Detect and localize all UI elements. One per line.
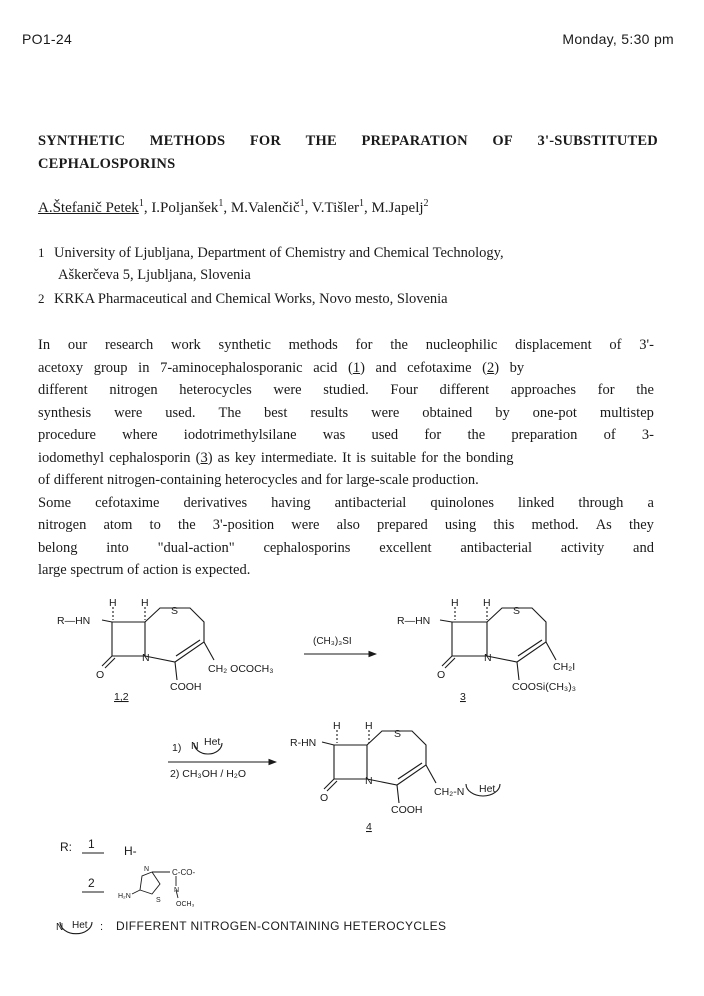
title-word: OF (492, 133, 513, 149)
abstract-word: nitrogen (38, 517, 87, 533)
abstract-word: they (628, 517, 654, 533)
nitrogen-label: N (174, 887, 180, 894)
oxygen-label: O (96, 669, 105, 681)
abstract-word: the (390, 337, 408, 353)
abstract-word: approaches (510, 382, 577, 398)
thiazole-structure (132, 872, 178, 898)
affiliation-2 (38, 288, 448, 310)
title-word: THE (305, 133, 337, 149)
abstract-text: ) as key intermediate. It is suitable for the bonding (207, 449, 514, 466)
affiliation-text: KRKA Pharmaceutical and Chemical Works, Novo mesto, Slovenia (54, 291, 448, 307)
author-name: M.Japelj (371, 200, 424, 216)
sulfur-label: S (156, 897, 161, 904)
heterocycle-icon (194, 743, 222, 754)
abstract-line (38, 447, 654, 470)
ester-label: COOSi(CH₃)₃ (512, 681, 576, 693)
abstract-word: into (106, 539, 129, 556)
nitrogen-label: N (56, 922, 64, 933)
abstract-word: derivatives (183, 494, 248, 511)
author-affiliation: 1 (218, 198, 224, 209)
affiliation-text: University of Ljubljana, Department of Chemistry and Chemical Technology, (54, 245, 504, 261)
abstract-word: best (263, 404, 288, 421)
abstract-word: In (38, 337, 51, 353)
abstract-word: "dual-action" (157, 539, 235, 556)
author-name: I.Poljanšek (151, 200, 219, 216)
abstract-word: Four (390, 382, 418, 398)
abstract-word: the (467, 427, 486, 443)
r-group-legend (60, 837, 195, 908)
affiliation-address: Aškerčeva 5, Ljubljana, Slovenia (58, 267, 251, 283)
substituent-label: CH₂ OCOCH₃ (208, 663, 274, 675)
abstract-word: to (149, 517, 161, 533)
r-label: R: (60, 840, 72, 854)
heterocycle-caption: DIFFERENT NITROGEN-CONTAINING HETEROCYCLES (116, 919, 447, 933)
abstract-word: 3- (641, 427, 654, 443)
abstract-word: were (291, 517, 320, 533)
title-word: SYNTHETIC (38, 133, 126, 149)
carboxyl-label: COOH (170, 681, 202, 693)
abstract-word: nitrogen (109, 382, 158, 398)
compound-ref: 1 (352, 359, 361, 376)
author-affiliation: 1 (138, 198, 144, 209)
abstract-word: antibacterial (460, 539, 532, 556)
hydrogen-label: H (109, 597, 117, 609)
abstract-line (38, 424, 654, 447)
abstract-word: linked (518, 494, 555, 511)
abstract-word: preparation (511, 427, 578, 443)
title-word: PREPARATION (361, 133, 468, 149)
abstract-text: ) by (494, 359, 525, 376)
abstract-word: The (218, 404, 242, 421)
abstract-word: excellent (379, 539, 432, 556)
abstract-word: and (633, 539, 654, 556)
nitrogen-label: N (365, 775, 373, 787)
compound-number: 4 (366, 821, 372, 833)
paper-title (38, 130, 658, 176)
abstract-word: work (170, 337, 201, 353)
abstract-word: synthetic (218, 337, 271, 353)
abstract-word: atom (103, 517, 133, 533)
abstract-word: belong (38, 539, 78, 556)
abstract-word: for (355, 337, 373, 353)
abstract-word: for (597, 382, 615, 398)
sulfur-label: S (171, 605, 179, 617)
abstract-word: prepared (377, 517, 428, 533)
reagent-label: (CH₃)₃SI (313, 636, 352, 647)
nitrogen-label: N (142, 652, 150, 664)
abstract-word: a (647, 494, 654, 511)
abstract-word: 3'- (639, 337, 654, 353)
step-number: 1) (172, 742, 182, 754)
author-affiliation: 2 (423, 198, 429, 209)
abstract-word: results (310, 404, 349, 421)
author-name: M.Valenčič (230, 200, 300, 216)
abstract-word: obtained (422, 404, 473, 421)
compound-number: 3 (460, 691, 466, 703)
author-name: A.Štefanič Petek (38, 200, 139, 216)
abstract-word: multistep (599, 404, 654, 421)
abstract-word: antibacterial (334, 494, 407, 511)
reagent-label: 2) CH₃OH / H₂O (170, 768, 247, 780)
abstract-word: where (122, 427, 158, 443)
abstract-word: our (67, 337, 88, 353)
abstract-word: used (371, 427, 399, 443)
abstract-word: activity (560, 539, 605, 556)
abstract (38, 334, 654, 582)
abstract-word: having (271, 494, 311, 511)
substituent-label: R—HN (57, 615, 91, 627)
svg-text::: : (100, 921, 104, 933)
abstract-word: used. (165, 404, 196, 421)
author-list: A.Štefanič Petek$^1$, I.Poljanšek$^1$, M.Valenčič$^1$, V.Tišler$^1$, M.Japelj$^2$ (38, 198, 429, 216)
abstract-word: As (595, 517, 612, 533)
abstract-word: of (603, 427, 616, 443)
sulfur-label: S (513, 605, 521, 617)
nitrogen-label: N (191, 740, 199, 752)
substituent-label: CH₂I (553, 661, 576, 673)
nitrogen-label: N (484, 652, 492, 664)
r-option-value: H- (124, 844, 137, 858)
abstract-line (38, 334, 654, 357)
affiliation-number: 1 (38, 245, 45, 260)
abstract-line: large spectrum of action is expected. (38, 562, 251, 578)
oxygen-label: O (320, 792, 329, 804)
nitrogen-label: N (144, 866, 150, 873)
title-word: FOR (249, 133, 282, 149)
abstract-word: the (177, 517, 196, 533)
abstract-word: quinolones (430, 494, 494, 511)
abstract-word: displacement (515, 337, 592, 353)
abstract-word: 3'-position (212, 517, 275, 533)
abstract-word: cephalosporins (263, 539, 351, 556)
abstract-word: methods (288, 337, 338, 353)
abstract-word: studied. (323, 382, 369, 398)
abstract-word: different (439, 382, 490, 398)
abstract-word: the (636, 382, 654, 398)
abstract-word: of (609, 337, 622, 353)
affiliation-number: 2 (38, 291, 45, 306)
abstract-word: Some (38, 494, 72, 511)
affiliation-1 (38, 242, 504, 286)
author-affiliation: 1 (358, 198, 364, 209)
het-label: Het (72, 920, 88, 931)
abstract-word: using (444, 517, 477, 533)
structure-3 (397, 597, 576, 703)
title-word: 3'-SUBSTITUTED (537, 133, 658, 149)
abstract-word: by (495, 404, 510, 421)
amino-label: H₂N (118, 893, 131, 900)
author-name: V.Tišler (311, 200, 359, 216)
title-line-2: CEPHALOSPORINS (38, 156, 176, 172)
abstract-word: were (273, 382, 302, 398)
methoxy-label: OCH₃ (176, 901, 195, 908)
structure-1-2 (57, 597, 274, 703)
substituent-label: R-HN (290, 737, 317, 749)
abstract-line (38, 537, 654, 560)
abstract-line (38, 402, 654, 425)
abstract-line (38, 514, 654, 537)
abstract-word: method. (531, 517, 579, 533)
abstract-word: heterocycles (179, 382, 252, 398)
carboxyl-label: COOH (391, 804, 423, 816)
abstract-word: research (104, 337, 154, 353)
compound-number: 1,2 (114, 691, 129, 703)
poster-code: PO1-24 (22, 31, 73, 47)
structure-4 (290, 720, 500, 833)
abstract-word: was (322, 427, 346, 443)
abstract-word: procedure (38, 427, 96, 443)
abstract-word: were (114, 404, 143, 421)
r-option-number: 2 (88, 876, 95, 890)
abstract-word: cefotaxime (95, 494, 160, 511)
abstract-word: were (371, 404, 400, 421)
abstract-word: nucleophilic (425, 337, 498, 353)
heterocycle-icon (466, 784, 500, 796)
abstract-word: synthesis (38, 404, 92, 421)
abstract-line (38, 379, 654, 402)
hydrogen-label: H (483, 597, 491, 609)
abstract-line (38, 492, 654, 515)
abstract-word: through (578, 494, 624, 511)
abstract-line (38, 357, 654, 380)
abstract-line: of different nitrogen-containing heterocycles and for large-scale production. (38, 472, 479, 488)
abstract-word: this (493, 517, 515, 533)
hydrogen-label: H (365, 720, 373, 732)
hydrogen-label: H (333, 720, 341, 732)
abstract-word: iodotrimethylsilane (183, 427, 297, 443)
substituent-label: R—HN (397, 615, 431, 627)
session-time: Monday, 5:30 pm (562, 31, 674, 47)
author-affiliation: 1 (299, 198, 305, 209)
heterocycle-icon (60, 922, 92, 934)
compound-ref: 3 (200, 449, 208, 466)
het-label: Het (204, 736, 221, 748)
acyl-label: C-CO- (172, 868, 196, 877)
abstract-word: for (424, 427, 442, 443)
abstract-word: one-pot (532, 404, 577, 421)
r-option-number: 1 (88, 837, 95, 851)
hydrogen-label: H (141, 597, 149, 609)
substituent-label: CH₂-N (434, 786, 465, 798)
title-word: METHODS (149, 133, 226, 149)
abstract-text: ) and cefotaxime ( (360, 359, 487, 376)
abstract-word: different (38, 382, 88, 398)
abstract-word: also (336, 517, 360, 533)
compound-ref: 2 (486, 359, 495, 376)
abstract-text: iodomethyl cephalosporin ( (38, 449, 201, 466)
abstract-text: acetoxy group in 7-aminocephalosporanic acid ( (38, 359, 353, 376)
hydrogen-label: H (451, 597, 459, 609)
title-line-1 (38, 130, 658, 153)
oxygen-label: O (437, 669, 446, 681)
het-label: Het (479, 783, 496, 795)
sulfur-label: S (394, 728, 402, 740)
